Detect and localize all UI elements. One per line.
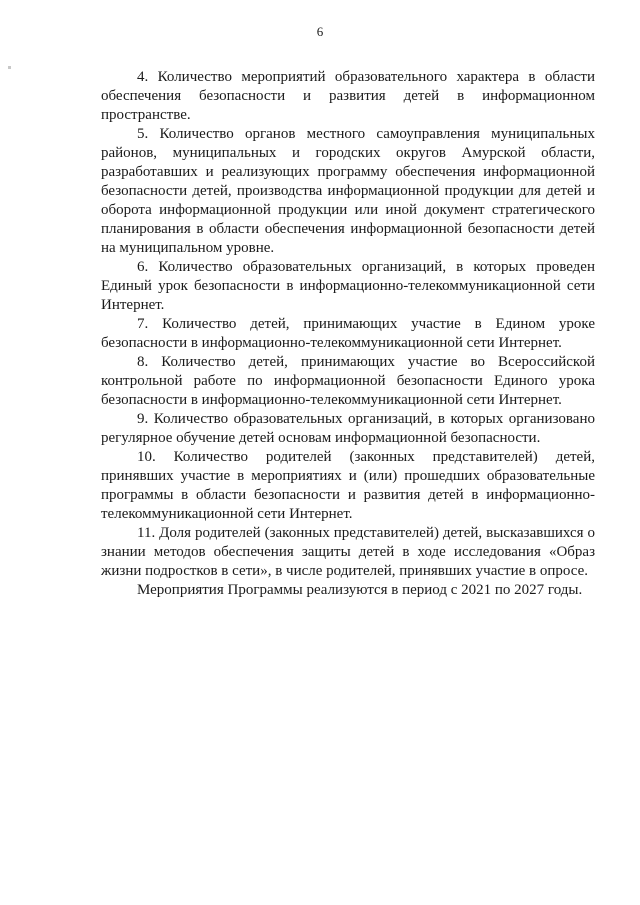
- indicator-paragraph-8: 8. Количество детей, принимающих участие во Всероссийской контрольной работе по информационной безопасности Единого урока безопасности в информационно-телекоммуникационной сети Интернет.: [101, 354, 595, 408]
- indicator-paragraph-4: 4. Количество мероприятий образовательного характера в области обеспечения безопасности и развития детей в информационном пространстве.: [101, 69, 595, 123]
- indicator-paragraph-6: 6. Количество образовательных организаций, в которых проведен Единый урок безопасности в информационно-телекоммуникационной сети Интернет.: [101, 259, 595, 313]
- indicator-paragraph-9: 9. Количество образовательных организаций, в которых организовано регулярное обучение детей основам информационной безопасности.: [101, 411, 595, 446]
- indicator-paragraph-5: 5. Количество органов местного самоуправления муниципальных районов, муниципальных и городских округов Амурской области, разработавших и реализующих программу обеспечения информационной безопасности детей, производства информационной продукции для детей и оборота информационной продукции или иной документ стратегического планирования в области обеспечения информационной безопасности детей на муниципальном уровне.: [101, 126, 595, 256]
- indicator-paragraph-7: 7. Количество детей, принимающих участие в Едином уроке безопасности в информационно-телекоммуникационной сети Интернет.: [101, 316, 595, 351]
- program-period-paragraph: Мероприятия Программы реализуются в период с 2021 по 2027 годы.: [137, 582, 583, 598]
- document-body: [101, 68, 595, 600]
- indicator-paragraph-11: 11. Доля родителей (законных представителей) детей, высказавшихся о знании методов обеспечения защиты детей в ходе исследования «Образ жизни подростков в сети», в числе родителей, принявших участие в опросе.: [101, 525, 595, 579]
- page-number: 6: [316, 24, 324, 39]
- scan-artifact: [8, 66, 11, 69]
- indicator-paragraph-10: 10. Количество родителей (законных представителей) детей, принявших участие в мероприятиях и (или) прошедших образовательные программы в области безопасности и развития детей в информационно-телекоммуникационной сети Интернет.: [101, 449, 595, 522]
